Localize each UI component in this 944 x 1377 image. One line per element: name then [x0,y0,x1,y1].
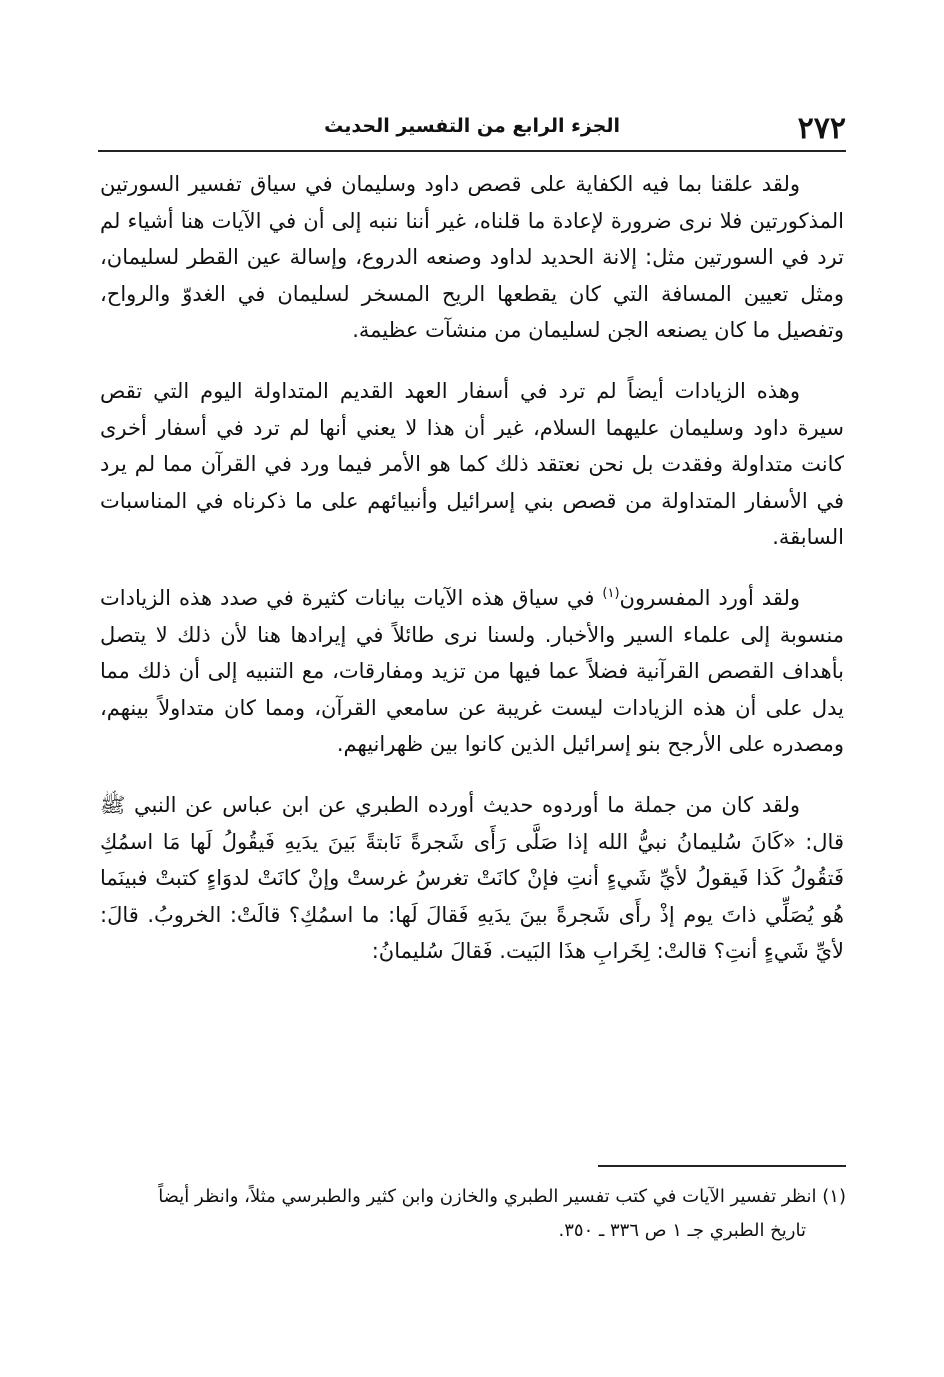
paragraph-3-rest: في سياق هذه الآيات بيانات كثيرة في صدد هذه الزيادات منسوبة إلى علماء السير والأخبار. ولسنا نرى طائلاً في إيرادها هنا لأن ذلك لا يتصل بأهداف القصص القرآنية فضلاً عما فيها من تزيد ومفارقات، مع التنبيه إلى أن ذلك مما يدل على أن هذه الزيادات ليست غريبة عن سامعي القرآن، ومما كان متداولاً بينهم، ومصدره على الأرجح بنو إسرائيل الذين كانوا بين ظهرانيهم. [100,585,844,757]
body-text [100,166,844,970]
footnote-divider [598,1165,846,1167]
paragraph-1: ولقد علقنا بما فيه الكفاية على قصص داود وسليمان في سياق تفسير السورتين المذكورتين فلا نرى ضرورة لإعادة ما قلناه، غير أننا ننبه إلى أن في الآيات هنا أشياء لم ترد في السورتين مثل: إلانة الحديد لداود وصنعه الدروع، وإسالة عين القطر لسليمان، ومثل تعيين المسافة التي كان يقطعها الريح المسخر لسليمان في الغدوّ والرواح، وتفصيل ما كان يصنعه الجن لسليمان من منشآت عظيمة. [100,172,844,343]
footnote-1 [100,1180,846,1248]
paragraph-2: وهذه الزيادات أيضاً لم ترد في أسفار العهد القديم المتداولة اليوم التي تقص سيرة داود وسليمان عليهما السلام، غير أن هذا لا يعني أنها لم ترد في أسفار أخرى كانت متداولة وفقدت بل نحن نعتقد ذلك كما هو الأمر فيما ورد في القرآن مما لم يرد في الأسفار المتداولة من قصص بني إسرائيل وأنبيائهم على ما ذكرناه في المناسبات السابقة. [100,378,844,550]
page-number: ٢٧٢ [797,111,846,146]
header-divider [98,150,846,152]
paragraph-3 [100,580,844,763]
footnote-text-1: انظر تفسير الآيات في كتب تفسير الطبري والخازن وابن كثير والطبرسي مثلاً، وانظر أيضاً [158,1186,817,1207]
paragraph-4: ولقد كان من جملة ما أوردوه حديث أورده الطبري عن ابن عباس عن النبي ﷺ قال: «كَانَ سُليمانُ نبيُّ الله إذا صَلَّى رَأَى شَجرةً نَابتةً بَينَ يدَيهِ فَيقُولُ لَها مَا اسمُكِ فَتقُولُ كَذا فَيقولُ لأيِّ شَيءٍ أنتِ فإنْ كانَتْ تغرسُ غرستْ وإنْ كانَتْ لدوَاءٍ كتبتْ فبينَما هُو يُصَلِّي ذاتَ يوم إذْ رأَى شَجرةً بينَ يدَيهِ فَقالَ لَها: ما اسمُكِ؟ قالَتْ: الخروبُ. قالَ: لأيِّ شَيءٍ أنتِ؟ قالتْ: لِخَرابِ هذَا البَيت. فَقالَ سُليمانُ: [100,792,844,964]
footnote-marker: (١) [822,1186,846,1207]
footnote-line-2: تاريخ الطبري جـ ١ ص ٣٣٦ ـ ٣٥٠. [558,1220,806,1241]
page-header [98,104,846,150]
running-title: الجزء الرابع من التفسير الحديث [324,115,620,137]
footnote-line-1 [100,1180,846,1214]
paragraph-3-lead: ولقد أورد المفسرون [619,585,800,610]
footnote-reference[interactable]: (١) [602,585,620,601]
